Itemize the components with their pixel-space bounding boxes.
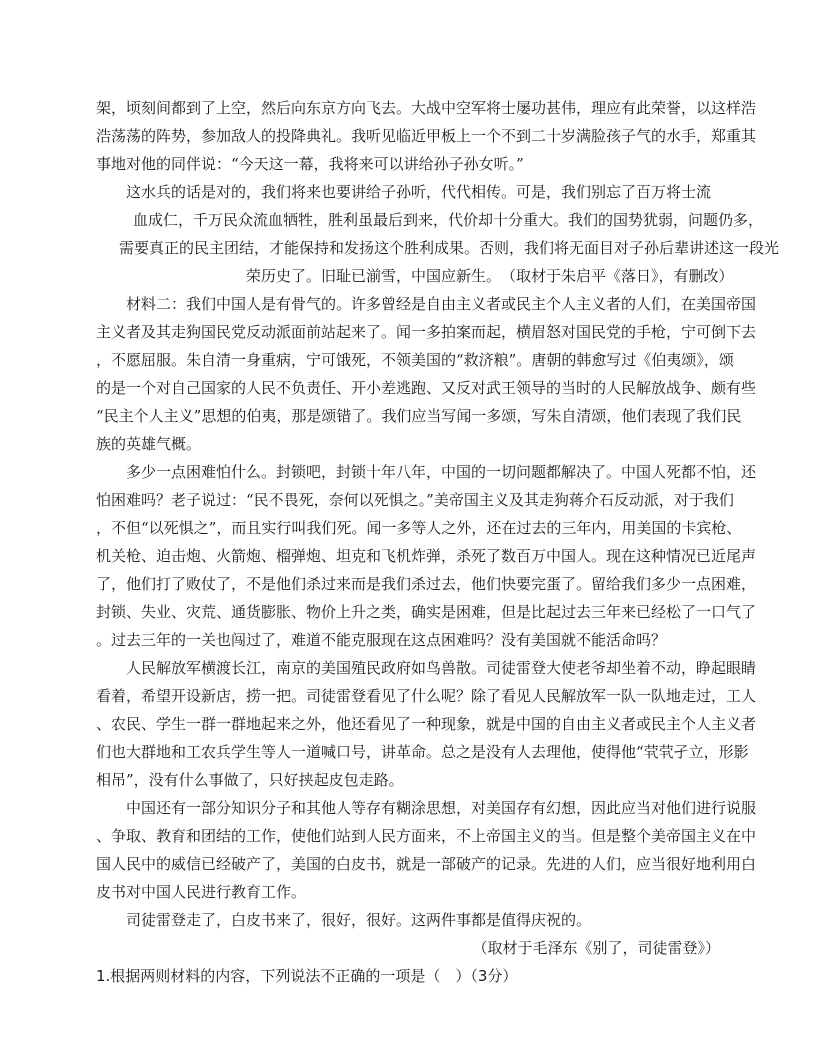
text-line: 、争取、教育和团结的工作，使他们站到人民方面来，不上帝国主义的当。但是整个美帝国主义在中 xyxy=(96,827,757,845)
text-line: 浩荡荡的阵势，参加敌人的投降典礼。我听见临近甲板上一个不到二十岁满脸孩子气的水手，郑重其 xyxy=(96,127,757,145)
text-line: “民主个人主义”思想的伯夷，那是颂错了。我们应当写闻一多颂，写朱自清颂，他们表现了我们民 xyxy=(96,407,742,425)
text-line: 、农民、学生一群一群地起来之外，他还看见了一种现象，就是中国的自由主义者或民主个人主义者 xyxy=(96,715,757,733)
text-line: 事地对他的同伴说：“今天这一幕，我将来可以讲给孙子孙女听。” xyxy=(96,155,524,173)
text-line: ，不愿屈服。朱自清一身重病，宁可饿死，不领美国的“救济粮”。唐朝的韩愈写过《伯夷颂》，颂 xyxy=(96,351,734,369)
text-line: 怕困难吗？老子说过：“民不畏死，奈何以死惧之。”美帝国主义及其走狗蒋介石反动派，对于我们 xyxy=(96,491,734,509)
text-line: 机关枪、迫击炮、火箭炮、榴弹炮、坦克和飞机炸弹，杀死了数百万中国人。现在这种情况已近尾声 xyxy=(96,547,757,565)
text-line: 们也大群地和工农兵学生等人一道喊口号，讲革命。总之是没有人去理他，使得他“茕茕孑立，形影 xyxy=(96,743,749,761)
text-line: 架，顷刻间都到了上空，然后向东京方向飞去。大战中空军将士屡功甚伟，理应有此荣誉，以这样浩 xyxy=(96,99,757,117)
text-line: 看着，希望开设新店，捞一把。司徒雷登看见了什么呢？除了看见人民解放军一队一队地走过，工人 xyxy=(96,687,757,705)
text-line: 中国还有一部分知识分子和其他人等存有糊涂思想，对美国存有幻想，因此应当对他们进行说服 xyxy=(126,799,757,817)
text-line: 封锁、失业、灾荒、通货膨胀、物价上升之类，确实是困难，但是比起过去三年来已经松了一口气了 xyxy=(96,603,757,621)
text-line: 血成仁，千万民众流血牺牲，胜利虽最后到来，代价却十分重大。我们的国势犹弱，问题仍多， xyxy=(133,211,764,229)
text-line: 了，他们打了败仗了，不是他们杀过来而是我们杀过去，他们快要完蛋了。留给我们多少一点困难， xyxy=(96,575,757,593)
text-line: 需要真正的民主团结，才能保持和发扬这个胜利成果。否则，我们将无面目对子孙后辈讲述这一段光 xyxy=(119,239,780,257)
text-line: 的是一个对自己国家的人民不负责任、开小差逃跑、又反对武王领导的当时的人民解放战争、颇有些 xyxy=(96,379,757,397)
source-citation: （取材于毛泽东《别了，司徒雷登》） xyxy=(472,939,720,957)
text-line: 司徒雷登走了，白皮书来了，很好，很好。这两件事都是值得庆祝的。 xyxy=(126,911,592,929)
text-line: ，不但“以死惧之”，而且实行叫我们死。闻一多等人之外，还在过去的三年内，用美国的卡宾枪、 xyxy=(96,519,742,537)
text-line: 荣历史了。旧耻已湔雪，中国应新生。 （取材于朱启平《落日》，有删改） xyxy=(246,267,734,285)
text-line: 人民解放军横渡长江，南京的美国殖民政府如鸟兽散。司徒雷登大使老爷却坐着不动，睁起眼睛 xyxy=(126,659,757,677)
text-line: 材料二：我们中国人是有骨气的。许多曾经是自由主义者或民主个人主义者的人们，在美国帝国 xyxy=(126,295,757,313)
question-1: 1.根据两则材料的内容，下列说法不正确的一项是（ ）（3分） xyxy=(96,967,518,985)
text-line: 多少一点困难怕什么。封锁吧，封锁十年八年，中国的一切问题都解决了。中国人死都不怕，还 xyxy=(126,463,757,481)
text-line: 主义者及其走狗国民党反动派面前站起来了。闻一多拍案而起，横眉怒对国民党的手枪，宁可倒下去 xyxy=(96,323,757,341)
text-line: 族的英雄气概。 xyxy=(96,435,202,453)
text-line: 。过去三年的一关也闯过了，难道不能克服现在这点困难吗？没有美国就不能活命吗？ xyxy=(96,631,667,649)
text-line: 皮书对中国人民进行教育工作。 xyxy=(96,883,307,901)
text-line: 相吊”，没有什么事做了，只好挟起皮包走路。 xyxy=(96,771,404,789)
text-line: 国人民中的威信已经破产了，美国的白皮书，就是一部破产的记录。先进的人们，应当很好地利用白 xyxy=(96,855,757,873)
text-line: 这水兵的话是对的，我们将来也要讲给子孙听，代代相传。可是，我们别忘了百万将士流 xyxy=(126,183,712,201)
